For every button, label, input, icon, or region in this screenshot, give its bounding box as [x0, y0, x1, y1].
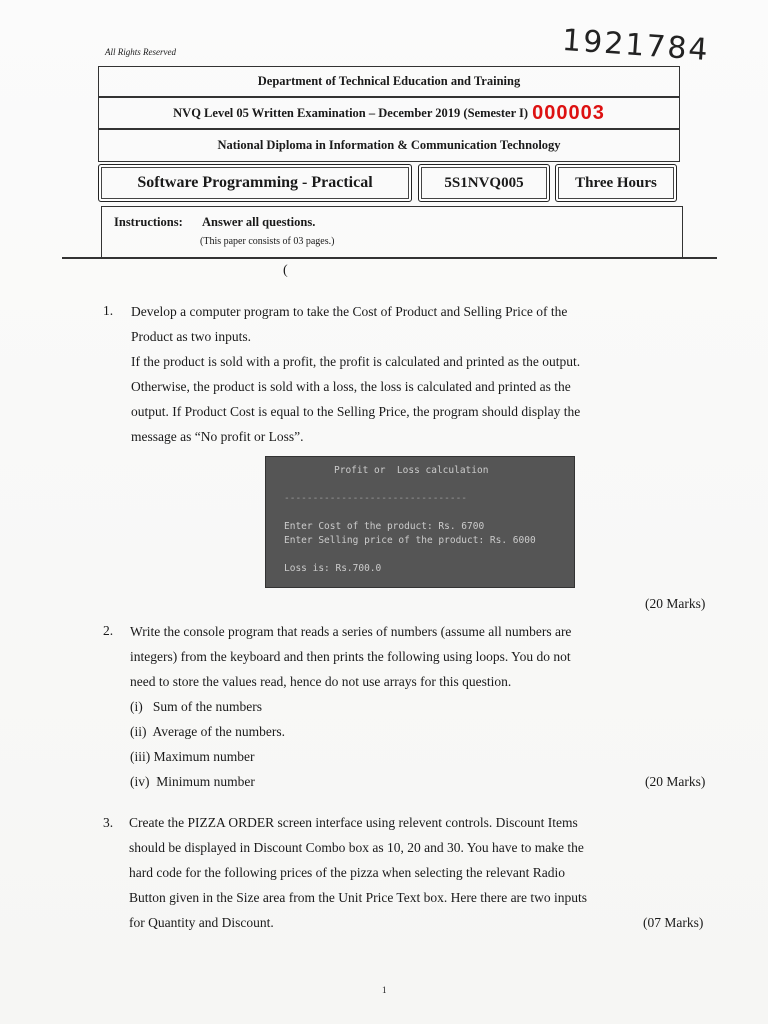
- diploma-box: [98, 129, 680, 162]
- exam-title: NVQ Level 05 Written Examination – December 2019 (Semester I): [173, 105, 529, 120]
- question-line: integers) from the keyboard and then prints the following using loops. You do not: [130, 649, 571, 664]
- stray-mark: (: [283, 263, 288, 278]
- question-line: If the product is sold with a profit, the profit is calculated and printed as the output.: [131, 354, 581, 369]
- question-line: Create the PIZZA ORDER screen interface using relevent controls. Discount Items: [129, 815, 578, 830]
- question-item: (iii) Maximum number: [130, 749, 255, 764]
- question-item: (ii) Average of the numbers.: [130, 724, 285, 739]
- question-1-marks: (20 Marks): [645, 596, 706, 611]
- department-title: Department of Technical Education and Training: [257, 74, 521, 88]
- instructions-text: Answer all questions.: [202, 215, 316, 229]
- question-line: Product as two inputs.: [131, 329, 251, 344]
- exam-box: [98, 97, 680, 129]
- console-screenshot: [265, 456, 575, 588]
- console-line-2: Enter Selling price of the product: Rs. 6000: [284, 535, 536, 546]
- instructions-note: (This paper consists of 03 pages.): [200, 236, 335, 247]
- rights-reserved: All Rights Reserved: [105, 47, 176, 57]
- console-line-1: Enter Cost of the product: Rs. 6700: [284, 521, 485, 532]
- question-2-number: 2.: [103, 623, 114, 638]
- question-line: for Quantity and Discount.: [129, 915, 274, 930]
- question-2-text: [130, 619, 571, 794]
- question-2-marks: (20 Marks): [645, 774, 706, 789]
- question-line: Otherwise, the product is sold with a loss, the loss is calculated and printed as the: [131, 379, 571, 394]
- question-line: output. If Product Cost is equal to the Selling Price, the program should display the: [131, 404, 581, 419]
- subject-name: Software Programming - Practical: [137, 174, 373, 191]
- question-3-number: 3.: [103, 815, 114, 830]
- question-line: need to store the values read, hence do not use arrays for this question.: [130, 674, 512, 689]
- console-title: Profit or Loss calculation: [334, 465, 489, 476]
- question-line: Write the console program that reads a series of numbers (assume all numbers are: [130, 624, 572, 639]
- duration-box: [555, 164, 677, 202]
- department-box: [98, 66, 680, 97]
- subject-name-box: [98, 164, 412, 202]
- question-3-text: [129, 810, 587, 935]
- handwritten-number: 1921784: [560, 22, 711, 69]
- question-line: Button given in the Size area from the Unit Price Text box. Here there are two inputs: [129, 890, 588, 905]
- serial-number: 000003: [532, 101, 605, 124]
- instructions-box: [101, 206, 683, 258]
- question-line: should be displayed in Discount Combo box as 10, 20 and 30. You have to make the: [129, 840, 584, 855]
- subject-code: 5S1NVQ005: [444, 174, 524, 191]
- question-1-text: [131, 299, 580, 449]
- question-line: hard code for the following prices of the pizza when selecting the relevant Radio: [129, 865, 565, 880]
- question-line: Develop a computer program to take the Cost of Product and Selling Price of the: [131, 304, 568, 319]
- question-line: message as “No profit or Loss”.: [131, 429, 304, 444]
- subject-code-box: [418, 164, 550, 202]
- divider-line: [62, 257, 717, 259]
- question-item: (i) Sum of the numbers: [130, 699, 262, 714]
- instructions-label: Instructions:: [114, 215, 183, 229]
- page-number: 1: [382, 985, 387, 995]
- question-item: (iv) Minimum number: [130, 774, 255, 789]
- console-divider: --------------------------------: [284, 493, 468, 504]
- question-1-number: 1.: [103, 303, 114, 318]
- console-result: Loss is: Rs.700.0: [284, 563, 382, 574]
- question-3-marks: (07 Marks): [643, 915, 704, 930]
- diploma-title: National Diploma in Information & Communication Technology: [217, 138, 561, 152]
- duration: Three Hours: [575, 174, 657, 191]
